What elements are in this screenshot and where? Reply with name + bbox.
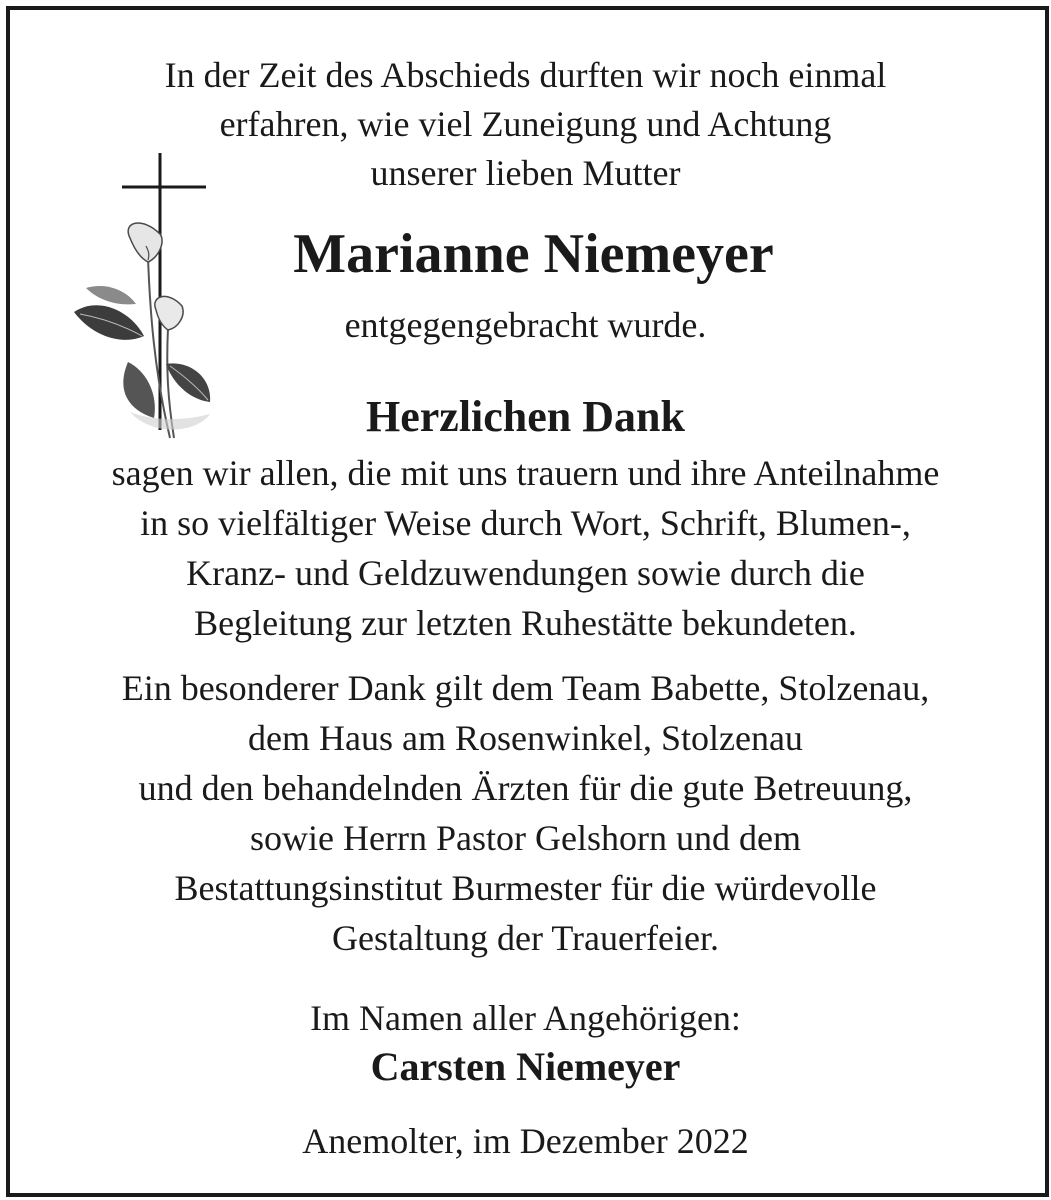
intro-line-2: erfahren, wie viel Zuneigung und Achtung: [219, 104, 832, 144]
special-thanks-line-1: Ein besonderer Dank gilt dem Team Babette, Stolzenau,: [121, 668, 930, 708]
special-thanks-line-4: sowie Herrn Pastor Gelshorn und dem: [250, 818, 801, 858]
signoff-intro: Im Namen aller Angehörigen:: [310, 998, 741, 1038]
signer-name: Carsten Niemeyer: [370, 1044, 681, 1089]
special-thanks-line-2: dem Haus am Rosenwinkel, Stolzenau: [248, 718, 803, 758]
thanks-text-line-2: in so vielfältiger Weise durch Wort, Schrift, Blumen-,: [140, 503, 911, 543]
thanks-text-line-4: Begleitung zur letzten Ruhestätte bekundeten.: [194, 603, 857, 643]
intro-line-3: unserer lieben Mutter: [370, 153, 681, 193]
place-date: Anemolter, im Dezember 2022: [302, 1121, 749, 1161]
special-thanks-line-6: Gestaltung der Trauerfeier.: [332, 918, 719, 958]
intro-line-1: In der Zeit des Abschieds durften wir noch einmal: [164, 55, 887, 95]
intro-end: entgegengebracht wurde.: [344, 305, 707, 345]
thanks-heading: Herzlichen Dank: [366, 392, 685, 441]
thanks-text-line-1: sagen wir allen, die mit uns trauern und ihre Anteilnahme: [111, 453, 940, 493]
special-thanks-line-3: und den behandelnden Ärzten für die gute Betreuung,: [138, 768, 913, 808]
special-thanks-line-5: Bestattungsinstitut Burmester für die würdevolle: [174, 868, 877, 908]
thanks-text-line-3: Kranz- und Geldzuwendungen sowie durch die: [186, 553, 865, 593]
deceased-name: Marianne Niemeyer: [293, 223, 774, 285]
